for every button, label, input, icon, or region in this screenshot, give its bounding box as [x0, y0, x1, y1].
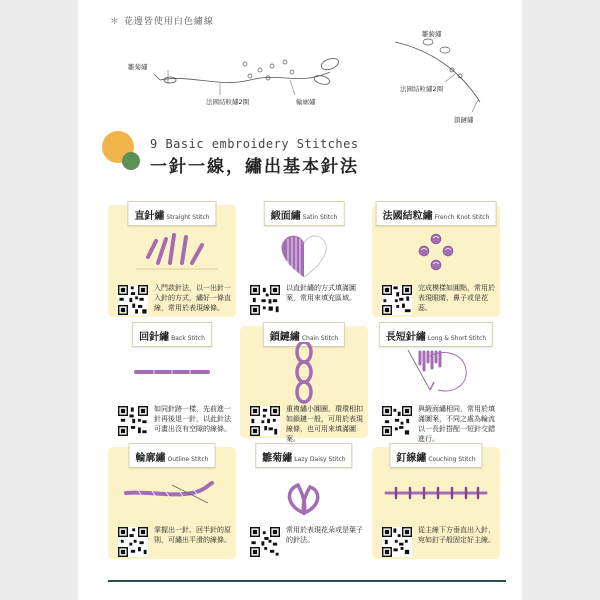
stitch-description: 與緞面繡相同，常用於填滿圖案，不同之處為輪流以一長針搭配一短針交錯進行。	[418, 405, 495, 443]
label-right-french: 法國結粒繡2圈	[400, 85, 444, 93]
stitch-description: 以直針繡的方式填滿圖案，常用來填充區域。	[286, 284, 356, 302]
qr-code-icon	[118, 285, 148, 315]
lazy-daisy-icon	[240, 463, 368, 525]
stitch-description: 常用於表現花朵或是葉子的針法。	[286, 526, 363, 544]
outline-stitch-icon	[108, 463, 236, 525]
vine-illustration-right	[390, 30, 500, 130]
stitch-name-en: Satin Stitch	[302, 214, 338, 221]
stitch-name-en: Long & Short Stitch	[427, 335, 487, 342]
stitch-name-zh: 長短針繡	[385, 332, 426, 343]
stitch-card-straight	[108, 205, 236, 317]
stitch-name-zh: 直針繡	[134, 211, 165, 222]
stitch-card-chain	[240, 326, 368, 443]
chain-stitch-icon	[240, 342, 368, 404]
satin-stitch-heart-icon	[240, 221, 368, 283]
stitch-name-en: French Knot Stitch	[434, 214, 490, 221]
stitch-description: 掌握出一針、回半針的原則，可繡出平滑的線條。	[154, 526, 231, 544]
stitch-description: 完成模樣如圓點，常用於表現眼睛、鼻子或是花蕊。	[418, 284, 495, 312]
stitch-name-en: Chain Stitch	[301, 335, 339, 342]
label-left-outline: 輪廓繡	[296, 98, 316, 106]
stitch-card-lazy-daisy	[240, 447, 368, 559]
label-right-satin: 雛菊繡	[422, 30, 442, 38]
green-circle-decoration	[122, 152, 140, 170]
qr-code-icon	[382, 285, 412, 315]
stitch-description: 重複繡小圓圈，環環相扣如鎖鏈一般，可用於表現線條，也可用來填滿圖案。	[286, 405, 363, 443]
stitch-description: 如同針跡一樣，先前進一針再後退一針，以此針法可畫出沒有空隙的線條。	[154, 405, 231, 433]
stitch-name-en: Outline Stitch	[167, 456, 209, 463]
qr-code-icon	[382, 406, 412, 436]
qr-code-icon	[118, 527, 148, 557]
stitch-description: 從主線下方垂直出入針，宛如釘子般固定好主線。	[418, 526, 495, 544]
bottom-rule	[108, 580, 506, 582]
qr-code-icon	[250, 285, 280, 315]
stitch-card-french-knot	[372, 205, 500, 317]
label-right-chain: 鎖鏈繡	[454, 116, 474, 124]
label-left-french: 法國結粒繡2圈	[206, 98, 250, 106]
stitch-description: 入門款針法，以一出針一入針的方式，繡好一條直線，常用於表現線條。	[154, 284, 231, 312]
stitch-card-outline	[108, 447, 236, 559]
couching-stitch-icon	[372, 463, 500, 525]
heading-chinese: 一針一線，繡出基本針法	[150, 157, 359, 177]
french-knot-icon	[372, 221, 500, 283]
vine-illustration-left	[150, 50, 370, 110]
stitch-name-zh: 鎖鏈繡	[269, 332, 300, 343]
stitch-name-zh: 輪廓繡	[135, 453, 166, 464]
heading-english: 9 Basic embroidery Stitches	[150, 137, 359, 151]
stitch-name-en: Lazy Daisy Stitch	[294, 456, 346, 463]
stitch-card-couching	[372, 447, 500, 559]
stitch-name-zh: 回針繡	[139, 332, 170, 343]
label-left-satin: 雛菊繡	[128, 63, 148, 71]
stitch-card-satin	[240, 205, 368, 317]
qr-code-icon	[118, 406, 148, 436]
qr-code-icon	[250, 527, 280, 557]
back-stitch-icon	[108, 342, 236, 404]
straight-stitch-icon	[108, 221, 236, 283]
stitch-card-back	[108, 326, 236, 438]
stitch-name-en: Couching Stitch	[428, 456, 476, 463]
stitch-name-zh: 雛菊繡	[262, 453, 293, 464]
qr-code-icon	[382, 527, 412, 557]
long-short-stitch-icon	[372, 342, 500, 404]
stitch-name-en: Straight Stitch	[166, 214, 210, 221]
white-thread-note: ＊ 花邊皆使用白色繡線	[110, 17, 214, 27]
stitch-name-zh: 緞面繡	[270, 211, 301, 222]
qr-code-icon	[250, 406, 280, 436]
stitch-name-zh: 法國結粒繡	[382, 211, 433, 222]
stitch-name-zh: 釘線繡	[396, 453, 427, 464]
stitch-name-en: Back Stitch	[171, 335, 205, 342]
stitch-card-long-short	[372, 326, 500, 443]
